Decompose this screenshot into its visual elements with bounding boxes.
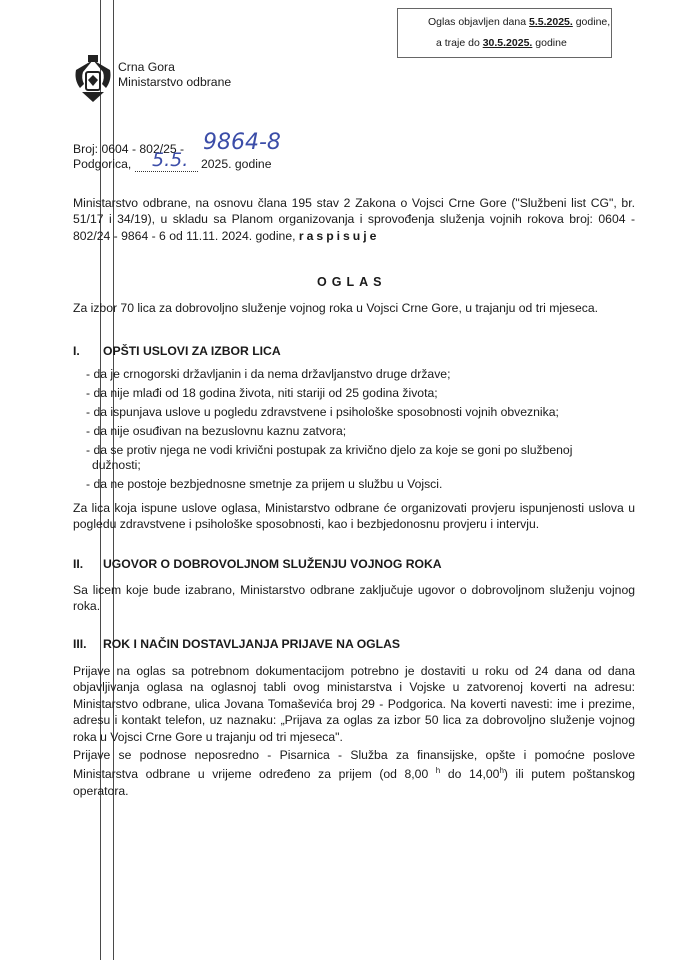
condition-item: - da nije osuđivan na bezuslovnu kaznu zatvora; bbox=[86, 424, 347, 438]
submission-text-a: Prijave se podnose neposredno - Pisarnica - Služba za finansijske, opšte i pomoćne poslove Ministarstva odbrane u vrijeme određeno za prijem (od 8,00 bbox=[73, 748, 635, 782]
submission-text-c: ) ili putem poštanskog operatora. bbox=[73, 767, 635, 798]
until-date: 30.5.2025. bbox=[482, 37, 533, 49]
publication-suffix: godine, bbox=[575, 16, 611, 28]
section-2-title: UGOVOR O DOBROVOLJNOM SLUŽENJU VOJNOG ROKA bbox=[103, 557, 442, 571]
section-2-text: Sa licem koje bude izabrano, Ministarstvo odbrane zaključuje ugovor o dobrovoljnom služenju vojnog roka. bbox=[73, 583, 635, 614]
until-prefix: a traje do bbox=[436, 37, 480, 49]
handwritten-date: 5.5. bbox=[152, 149, 189, 171]
submission-text-b: do 14,00 bbox=[447, 767, 500, 782]
publication-prefix: Oglas objavljen dana bbox=[428, 16, 527, 28]
condition-item-continued: dužnosti; bbox=[92, 458, 141, 472]
broj-value: 0604 - 802/25 - bbox=[101, 142, 185, 156]
document-title: OGLAS bbox=[317, 275, 387, 289]
condition-item: - da ne postoje bezbjednosne smetnje za prijem u službu u Vojsci. bbox=[86, 477, 443, 491]
section-3-title: ROK I NAČIN DOSTAVLJANJA PRIJAVE NA OGLAS bbox=[103, 637, 401, 651]
section-2-number: II. bbox=[73, 557, 84, 571]
condition-item: - da ispunjava uslove u pogledu zdravstvene i psihološke sposobnosti vojnih obveznika; bbox=[86, 405, 559, 419]
section-1-title: OPŠTI USLOVI ZA IZBOR LICA bbox=[103, 344, 281, 358]
intro-text: Ministarstvo odbrane, na osnovu člana 195 stav 2 Zakona o Vojsci Crne Gore ("Službeni list CG", br. 51/17 i 34/19), u skladu sa Planom organizovanja i sprovođenja služenja vojnih rokova broj: 0604 - 802/24 - 9864 - 6 od 11.11. 2024. godine, bbox=[73, 196, 635, 243]
place-date bbox=[73, 157, 131, 171]
condition-item: - da je crnogorski državljanin i da nema državljanstvo druge države; bbox=[86, 367, 451, 381]
hour-mark: h bbox=[499, 766, 504, 776]
section-3-text-2 bbox=[73, 747, 635, 799]
section-3-number: III. bbox=[73, 637, 87, 651]
hour-mark: h bbox=[435, 766, 441, 776]
intro-paragraph bbox=[73, 195, 635, 244]
place-label: Podgorica, bbox=[73, 157, 132, 171]
section-1-closing: Za lica koja ispune uslove oglasa, Ministarstvo odbrane će organizovati provjeru ispunjenosti uslova u pogledu zdravstvene i psihološke sposobnosti, kao i bezbjedonosnu provjeru i intervju. bbox=[73, 501, 635, 532]
publication-date: 5.5.2025. bbox=[529, 16, 573, 28]
section-1-number: I. bbox=[73, 344, 80, 358]
coat-of-arms-icon bbox=[72, 54, 114, 104]
subtitle: Za izbor 70 lica za dobrovoljno služenje vojnog roka u Vojsci Crne Gore, u trajanju od tri mjeseca. bbox=[73, 301, 599, 315]
date-suffix: 2025. godine bbox=[201, 157, 272, 171]
country-name: Crna Gora bbox=[118, 60, 175, 74]
section-3-text-1: Prijave na oglas sa potrebnom dokumentacijom potrebno je dostaviti u roku od 24 dana od dana objavljivanja oglasa na oglasnoj tabli ovog ministarstva i Vojske u zatvorenoj koverti na adresu: Ministarstvo odbrane, ulica Jovana Tomaševića broj 29 - Podgorica. Na koverti navesti: ime i prezime, adresu i kontakt telefon, uz naznaku: „Prijava za oglas za izbor 50 lica za dobrovoljno služenje vojnog roka u Vojsci Crne Gore u trajanju od tri mjeseca". bbox=[73, 664, 635, 744]
publication-line-1 bbox=[428, 16, 610, 28]
handwritten-number: 9864-8 bbox=[203, 130, 281, 155]
condition-item: - da se protiv njega ne vodi krivični postupak za krivično djelo za koje se goni po službenoj bbox=[86, 443, 573, 457]
publication-line-2 bbox=[436, 37, 567, 49]
raspisuje-word: raspisuje bbox=[298, 228, 380, 243]
ministry-name: Ministarstvo odbrane bbox=[118, 75, 232, 89]
condition-item: - da nije mlađi od 18 godina života, niti stariji od 25 godina života; bbox=[86, 386, 438, 400]
until-suffix: godine bbox=[535, 37, 567, 49]
date-underline bbox=[135, 171, 198, 172]
publication-box bbox=[397, 8, 612, 58]
broj-label: Broj: bbox=[73, 142, 99, 156]
